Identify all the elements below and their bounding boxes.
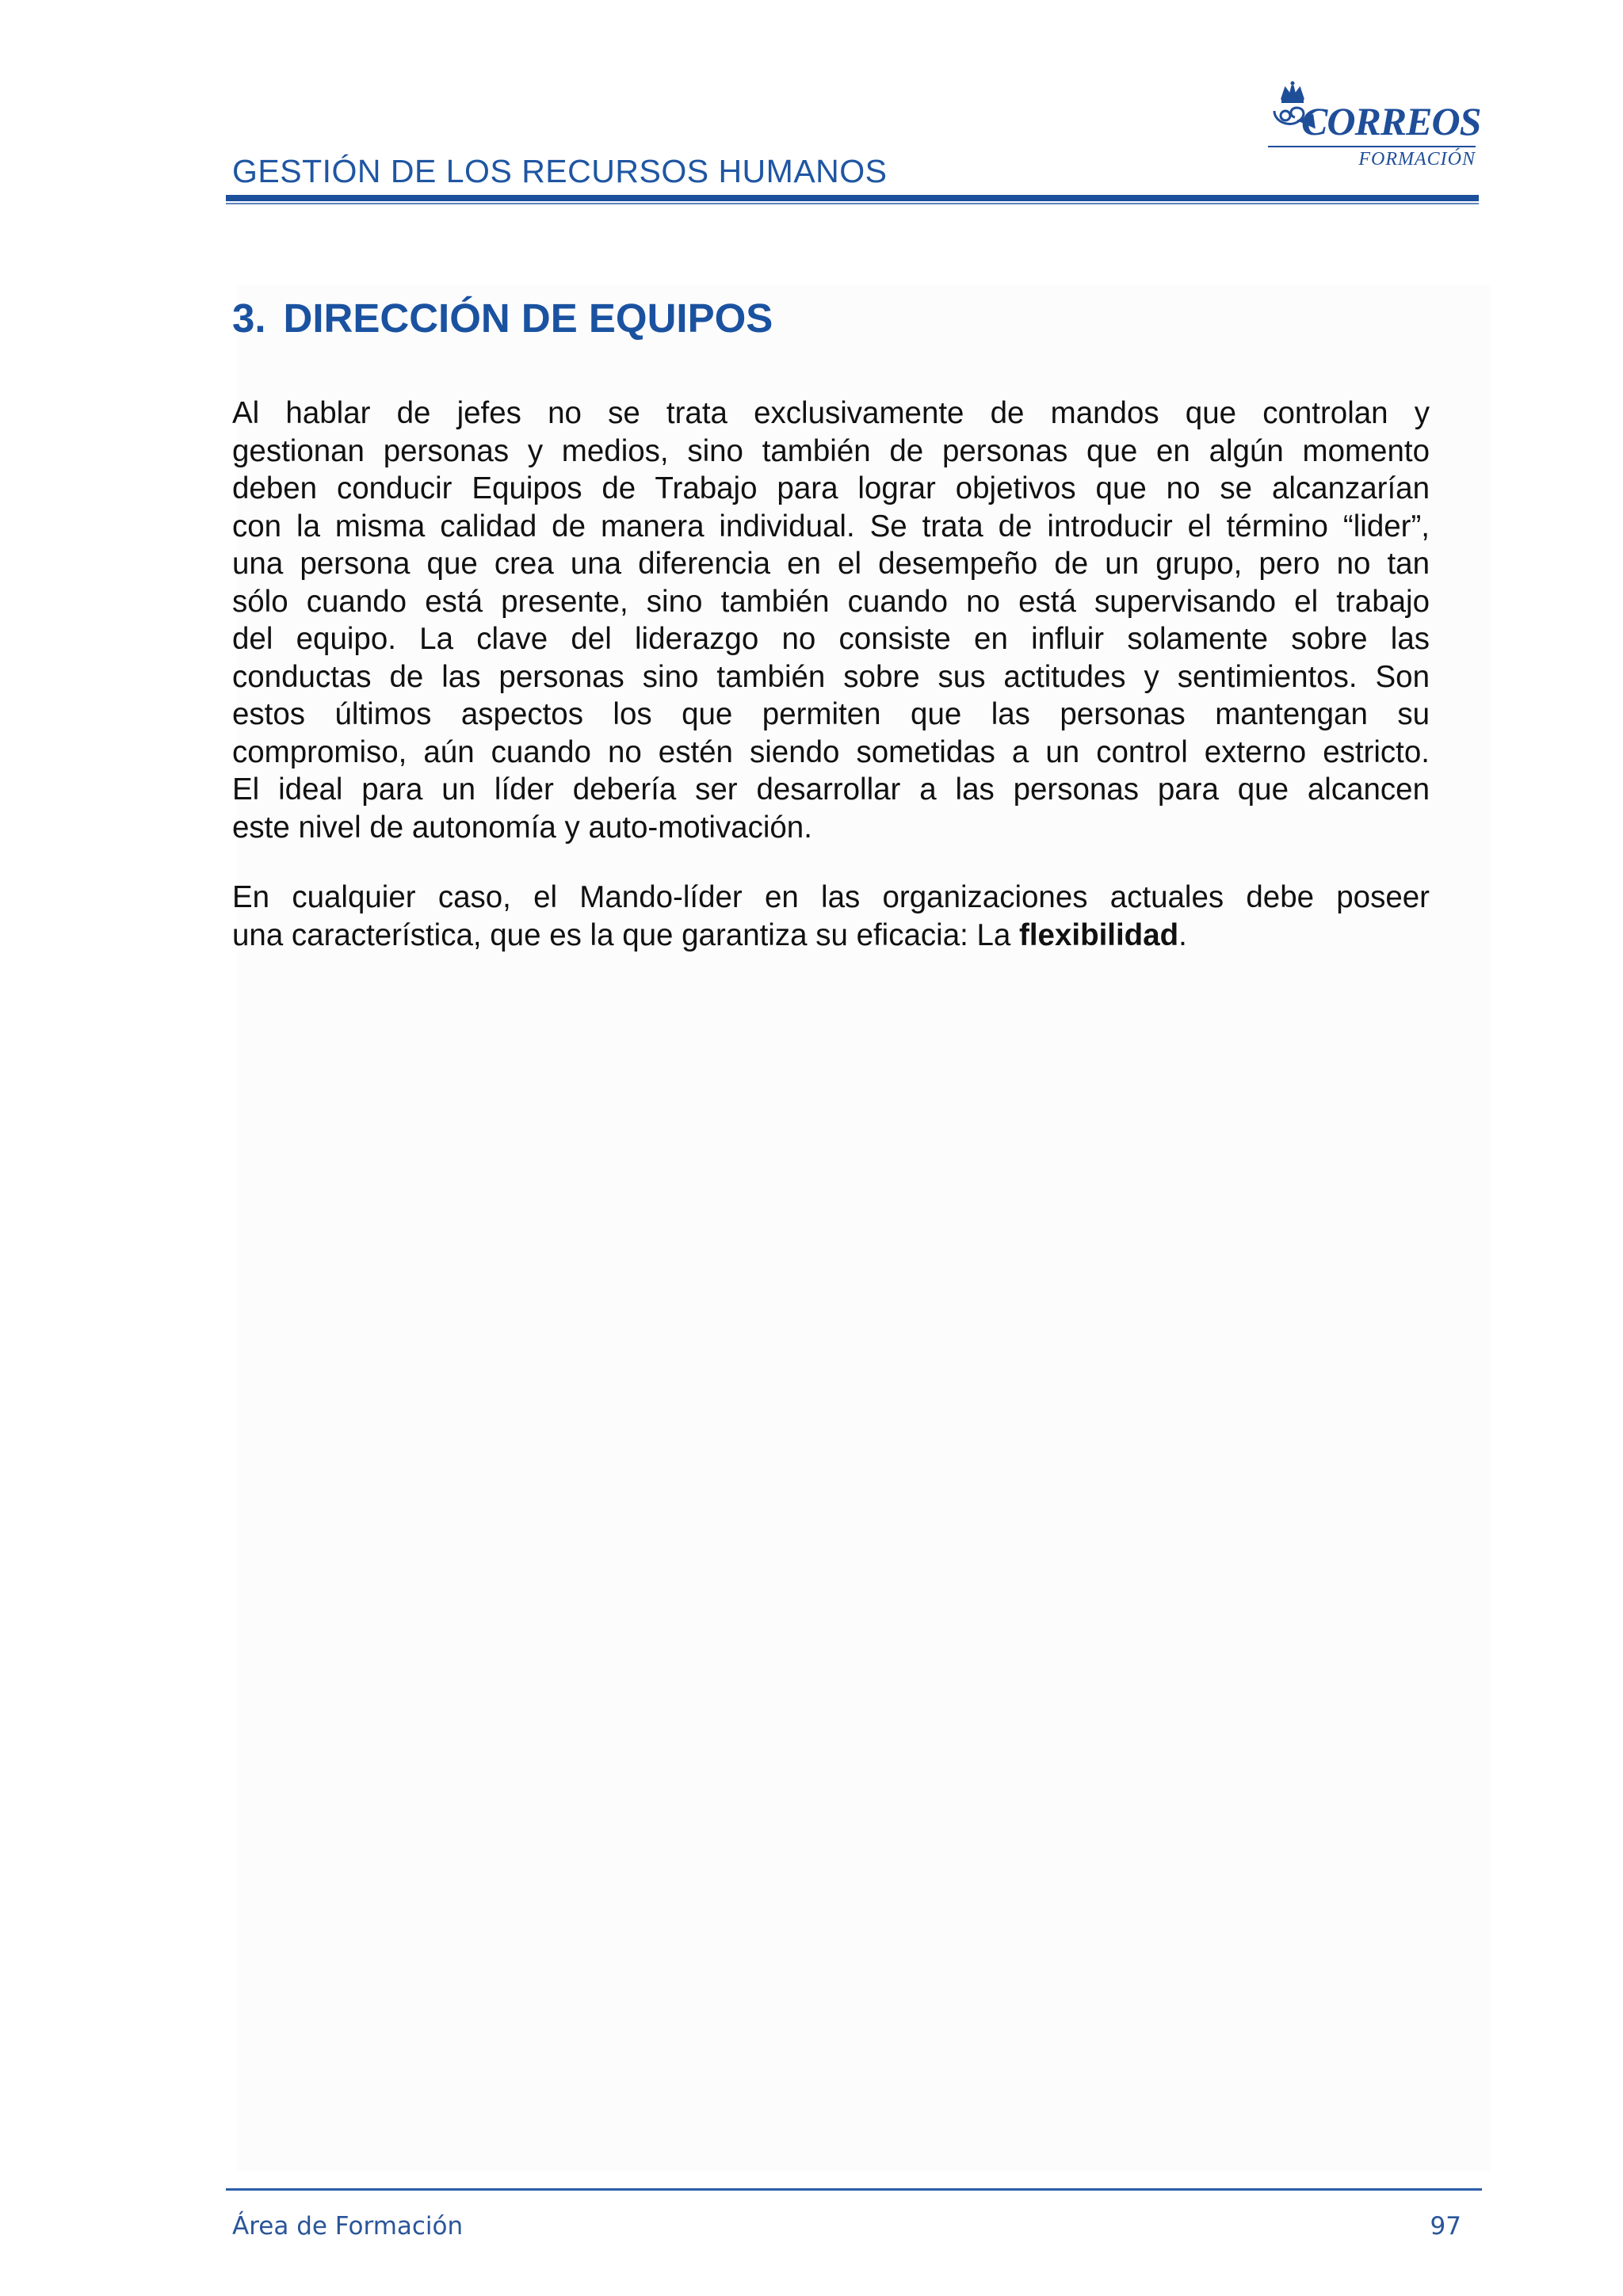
header-rule (226, 195, 1479, 201)
emphasis-keyword: flexibilidad (1019, 917, 1179, 952)
paragraph-line-last (232, 917, 1430, 955)
paragraph-line: una persona que crea una diferencia en el desempeño de un grupo, pero no tan (232, 547, 1430, 581)
paragraph-line: del equipo. La clave del liderazgo no consiste en influir solamente sobre las (232, 622, 1430, 656)
logo-sub-text: FORMACIÓN (1358, 149, 1476, 170)
running-header-title: GESTIÓN DE LOS RECURSOS HUMANOS (232, 153, 888, 189)
paragraph-text: una característica, que es la que garantiza su eficacia: La (232, 917, 1020, 952)
footer-rule (226, 2188, 1482, 2191)
header-rule-thin (226, 203, 1479, 204)
paragraph-2 (232, 879, 1430, 954)
section-number: 3. (232, 296, 266, 341)
paragraph-line: estos últimos aspectos los que permiten que las personas mantengan su (232, 697, 1430, 731)
paragraph-line: sólo cuando está presente, sino también cuando no está supervisando el trabajo (232, 584, 1430, 619)
paragraph-text: . (1178, 917, 1187, 952)
logo-divider (1268, 146, 1476, 147)
paragraph-1 (232, 395, 1430, 846)
paragraph-line: gestionan personas y medios, sino también de personas que en algún momento (232, 433, 1430, 468)
section-title: DIRECCIÓN DE EQUIPOS (283, 296, 773, 341)
paragraph-line: compromiso, aún cuando no estén siendo sometidas a un control externo estricto. (232, 734, 1430, 769)
paragraph-line: Al hablar de jefes no se trata exclusivamente de mandos que controlan y (232, 396, 1430, 430)
logo-brand-text: CORREOS (1301, 99, 1481, 143)
paragraph-line: conductas de las personas sino también sobre sus actitudes y sentimientos. Son (232, 659, 1430, 694)
paragraph-line: con la misma calidad de manera individual. Se trata de introducir el término “lider”, (232, 509, 1430, 543)
section-heading (232, 295, 773, 341)
paragraph-line: En cualquier caso, el Mando-líder en las organizaciones actuales debe poseer (232, 880, 1430, 914)
paragraph-line: este nivel de autonomía y auto-motivación. (232, 810, 812, 845)
paragraph-line: deben conducir Equipos de Trabajo para lograr objetivos que no se alcanzarían (232, 471, 1430, 505)
correos-formacion-logo (1268, 76, 1482, 175)
page-number: 97 (1430, 2212, 1461, 2241)
paragraph-line: El ideal para un líder debería ser desarrollar a las personas para que alcancen (232, 772, 1430, 807)
footer-area-label: Área de Formación (232, 2212, 464, 2241)
